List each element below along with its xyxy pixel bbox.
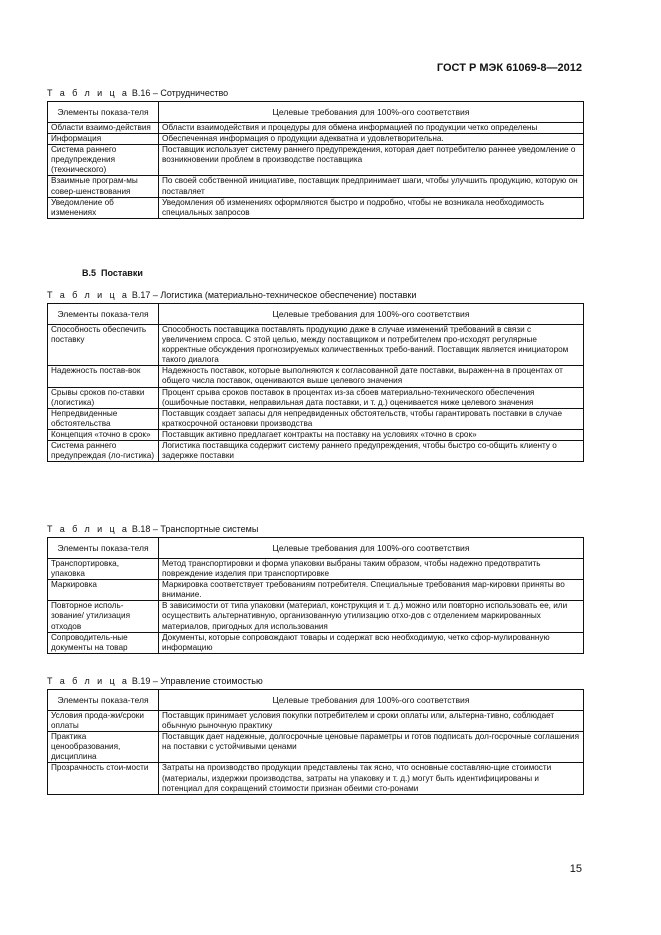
table-caption — [47, 524, 258, 534]
table-caption — [47, 676, 263, 686]
cell-element: Области взаимо-действия — [48, 123, 159, 134]
table-cooperation — [47, 101, 584, 219]
table-row — [48, 325, 584, 366]
cell-requirement: Процент срыва сроков поставок в процентах из-за сбоев материально-технического обеспечения (ошибочные поставки, неправильная дата поставки, и т. д.) оценивается ниже целевого значения — [159, 387, 584, 408]
cell-element: Сопроводитель-ные документы на товар — [48, 632, 159, 653]
table-row — [48, 197, 584, 218]
cell-requirement: Поставщик дает надежные, долгосрочные ценовые параметры и готов подписать дол-госрочные соглашения на поставки с устойчивыми ценами — [159, 732, 584, 763]
table-row — [48, 559, 584, 580]
cell-requirement: Затраты на производство продукции представлены так ясно, что основные составляю-щие стоимости (материалы, издержки производства, затраты на упаковку и т. д.) могут быть идентифицированы и потенциал для сокращений стоимости признан обеими сто-ронами — [159, 763, 584, 794]
column-header-elements: Элементы показа-теля — [48, 304, 159, 325]
table-row — [48, 145, 584, 176]
cell-element: Прозрачность стои-мости — [48, 763, 159, 794]
table-row — [48, 441, 584, 462]
cell-element: Транспортировка, упаковка — [48, 559, 159, 580]
table-row — [48, 429, 584, 440]
cell-element: Маркировка — [48, 580, 159, 601]
cell-element: Взаимные програм-мы совер-шенствования — [48, 176, 159, 197]
table-row — [48, 134, 584, 145]
cell-requirement: Способность поставщика поставлять продукцию даже в случае изменений требований в связи с увеличением спроса. С этой целью, между поставщиком и потребителем про-исходят регулярные корректные обсуждения прогнозируемых количественных требо-ваний. Поставщик является инициатором такого диалога — [159, 325, 584, 366]
section-number: В.5 — [82, 268, 97, 278]
table-label: Т а б л и ц а — [47, 524, 130, 534]
cell-element: Система раннего предупреждения (технического) — [48, 145, 159, 176]
table-row — [48, 732, 584, 763]
cell-element: Уведомление об изменениях — [48, 197, 159, 218]
cell-element: Срывы сроков по-ставки (логистика) — [48, 387, 159, 408]
table-row — [48, 601, 584, 632]
cell-element: Непредвиденные обстоятельства — [48, 408, 159, 429]
column-header-requirements: Целевые требования для 100%-ого соответствия — [159, 538, 584, 559]
cell-requirement: Надежность поставок, которые выполняются к согласованной дате поставки, выражен-на в процентах от общего числа поставок, оцениваются выше целевого значения — [159, 366, 584, 387]
table-header-row — [48, 690, 584, 711]
table-header-row — [48, 102, 584, 123]
cell-requirement: Логистика поставщика содержит систему раннего предупреждения, чтобы быстро со-общить клиенту о задержке поставки — [159, 441, 584, 462]
cell-requirement: Уведомления об изменениях оформляются быстро и подробно, чтобы не возникала необходимость специальных запросов — [159, 197, 584, 218]
table-caption — [47, 290, 416, 300]
column-header-requirements: Целевые требования для 100%-ого соответствия — [159, 690, 584, 711]
cell-element: Концепция «точно в срок» — [48, 429, 159, 440]
table-caption-text: В.19 – Управление стоимостью — [131, 676, 263, 686]
table-caption-text: В.16 – Сотрудничество — [131, 88, 229, 98]
cell-requirement: Документы, которые сопровождают товары и содержат всю необходимую, четко сфор-мулированную информацию — [159, 632, 584, 653]
cell-requirement: В зависимости от типа упаковки (материал, конструкция и т. д.) можно или повторно использовать ее, или осуществить альтернативную, организованную утилизацию отхо-дов с отделением маркированных материалов, пригодных для использования — [159, 601, 584, 632]
cell-element: Надежность постав-вок — [48, 366, 159, 387]
cell-element: Информация — [48, 134, 159, 145]
table-logistics — [47, 303, 584, 462]
column-header-requirements: Целевые требования для 100%-ого соответствия — [159, 304, 584, 325]
table-label: Т а б л и ц а — [47, 290, 130, 300]
cell-requirement: Обеспеченная информация о продукции адекватна и удовлетворительна. — [159, 134, 584, 145]
cell-element: Повторное исполь-зование/ утилизация отходов — [48, 601, 159, 632]
table-row — [48, 408, 584, 429]
table-caption-text: В.18 – Транспортные системы — [131, 524, 259, 534]
cell-element: Система раннего предупреждая (ло-гистика) — [48, 441, 159, 462]
table-row — [48, 580, 584, 601]
cell-requirement: Поставщик создает запасы для непредвиденных обстоятельств, чтобы гарантировать поставки в случае краткосрочной остановки производства — [159, 408, 584, 429]
table-row — [48, 123, 584, 134]
table-row — [48, 711, 584, 732]
column-header-elements: Элементы показа-теля — [48, 690, 159, 711]
cell-element: Способность обеспечить поставку — [48, 325, 159, 366]
cell-requirement: Области взаимодействия и процедуры для обмена информацией по продукции четко определены — [159, 123, 584, 134]
table-caption-text: В.17 – Логистика (материально-техническое обеспечение) поставки — [131, 290, 417, 300]
cell-element: Условия прода-жи/сроки оплаты — [48, 711, 159, 732]
table-row — [48, 632, 584, 653]
cell-requirement: Поставщик использует систему раннего предупреждения, которая дает потребителю раннее уведомление о возникновении проблем в производстве поставщика — [159, 145, 584, 176]
table-header-row — [48, 304, 584, 325]
cell-element: Практика ценообразования, дисциплина — [48, 732, 159, 763]
page-number: 15 — [569, 863, 582, 875]
cell-requirement: По своей собственной инициативе, поставщик предпринимает шаги, чтобы улучшить продукцию, которую он поставляет — [159, 176, 584, 197]
cell-requirement: Метод транспортировки и форма упаковки выбраны таким образом, чтобы надежно предотвратить повреждение изделия при транспортировке — [159, 559, 584, 580]
table-cost-management — [47, 689, 584, 795]
cell-requirement: Поставщик принимает условия покупки потребителем и сроки оплаты или, альтерна-тивно, соблюдает обычную рыночную практику — [159, 711, 584, 732]
table-caption — [47, 88, 228, 98]
table-row — [48, 387, 584, 408]
table-label: Т а б л и ц а — [47, 88, 130, 98]
table-header-row — [48, 538, 584, 559]
column-header-elements: Элементы показа-теля — [48, 102, 159, 123]
cell-requirement: Маркировка соответствует требованиям потребителя. Специальные требования мар-кировки приняты во внимание. — [159, 580, 584, 601]
cell-requirement: Поставщик активно предлагает контракты на поставку на условиях «точно в срок» — [159, 429, 584, 440]
column-header-elements: Элементы показа-теля — [48, 538, 159, 559]
table-label: Т а б л и ц а — [47, 676, 130, 686]
section-heading — [82, 268, 143, 278]
table-row — [48, 763, 584, 794]
section-title: Поставки — [101, 268, 143, 278]
column-header-requirements: Целевые требования для 100%-ого соответствия — [159, 102, 584, 123]
table-row — [48, 176, 584, 197]
table-transport — [47, 537, 584, 654]
table-row — [48, 366, 584, 387]
document-header: ГОСТ Р МЭК 61069-8—2012 — [436, 62, 582, 74]
